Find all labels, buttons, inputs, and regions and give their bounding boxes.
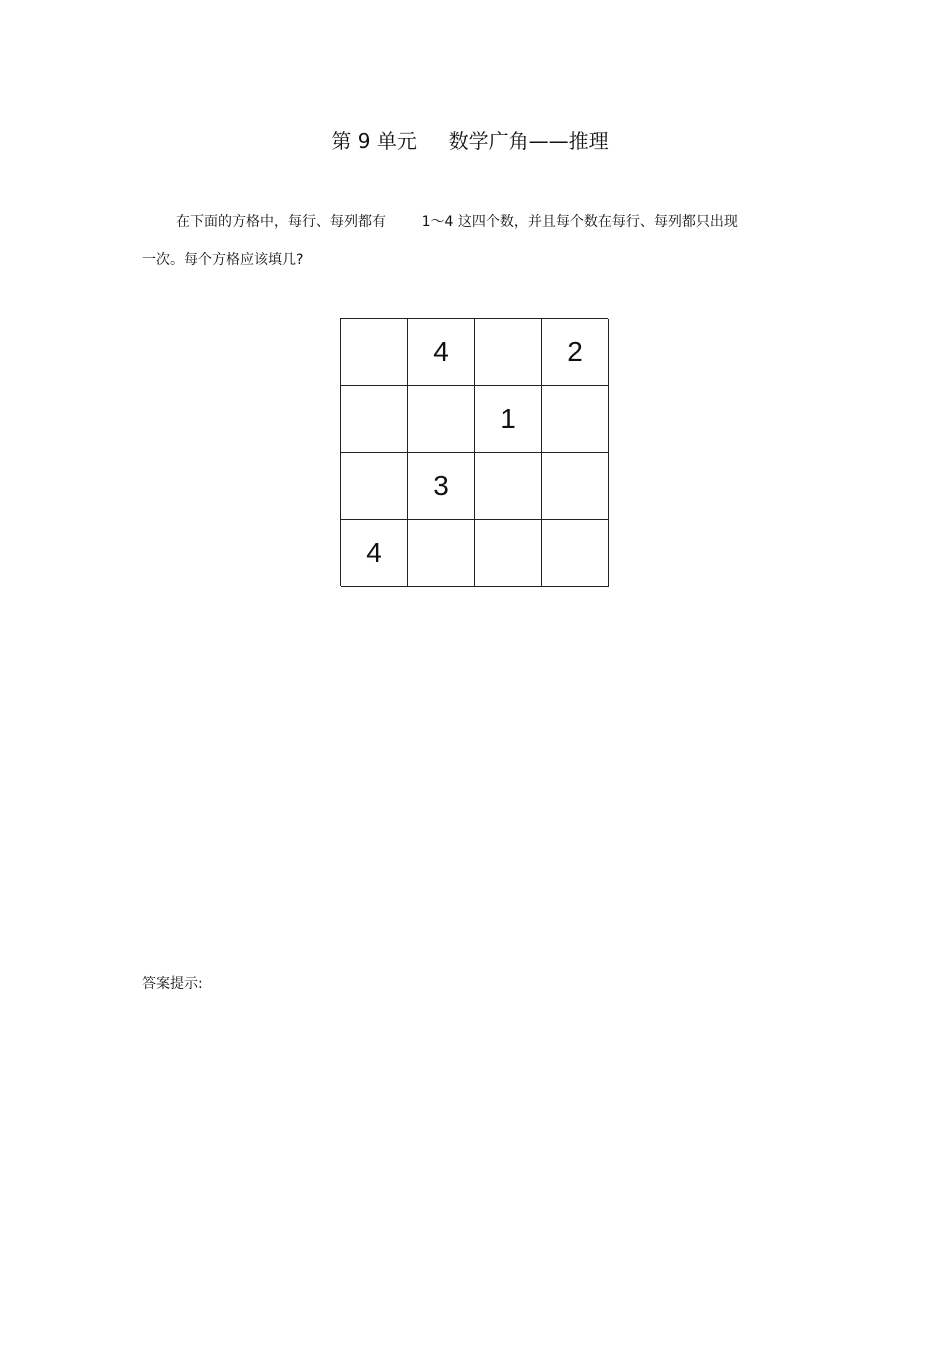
puzzle-grid: [340, 318, 608, 586]
grid-cell: [408, 386, 475, 453]
grid-cell: [475, 453, 542, 520]
grid-cell: [341, 319, 408, 386]
answer-hint-label: 答案提示:: [142, 976, 203, 992]
grid-cell: 4: [408, 319, 475, 386]
grid-cell: [341, 453, 408, 520]
grid-cell: [341, 386, 408, 453]
problem-text-line-2: 一次。每个方格应该填几?: [142, 252, 304, 268]
grid-cell: [542, 453, 609, 520]
grid-cell: [542, 520, 609, 587]
grid-cell: [542, 386, 609, 453]
grid-cell: 1: [475, 386, 542, 453]
grid-cell: [408, 520, 475, 587]
page-title: 第 9 单元 数学广角——推理: [331, 129, 609, 153]
grid-cell: [475, 319, 542, 386]
grid-cell: 4: [341, 520, 408, 587]
grid-cell: [475, 520, 542, 587]
grid-cell: 2: [542, 319, 609, 386]
problem-text-line-1: 在下面的方格中，每行、每列都有 1～4 这四个数，并且每个数在每行、每列都只出现: [176, 214, 738, 230]
grid-cell: 3: [408, 453, 475, 520]
